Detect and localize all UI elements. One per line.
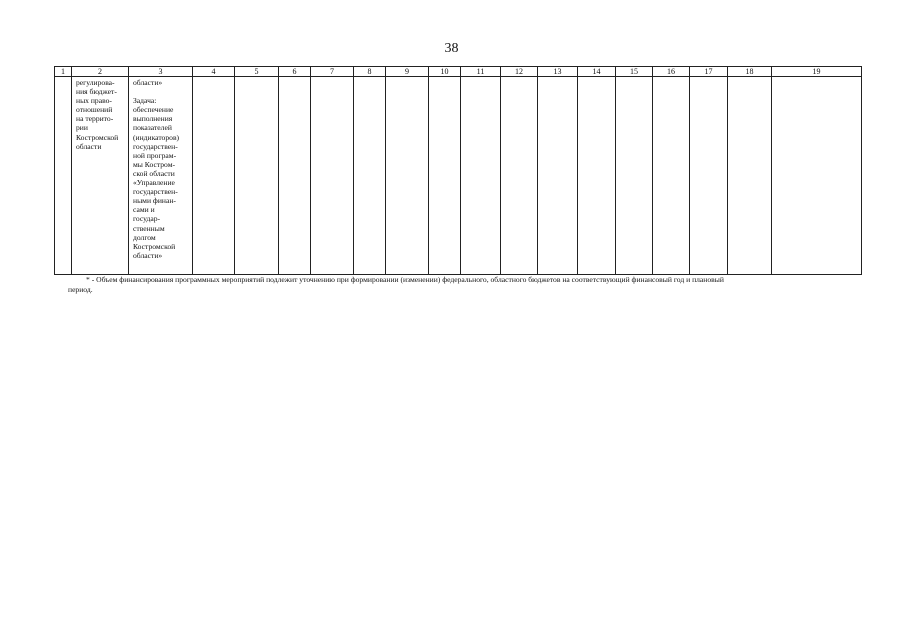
table-cell <box>354 77 386 275</box>
table-cell <box>461 77 501 275</box>
column-number: 10 <box>429 67 461 77</box>
column-number: 4 <box>193 67 235 77</box>
table-cell <box>311 77 354 275</box>
column-number: 7 <box>311 67 354 77</box>
table-cell <box>690 77 728 275</box>
column-number: 11 <box>461 67 501 77</box>
column-number: 18 <box>728 67 772 77</box>
column-number: 19 <box>772 67 862 77</box>
column-number: 12 <box>501 67 538 77</box>
column-number: 1 <box>55 67 72 77</box>
column-number: 15 <box>616 67 653 77</box>
table-cell <box>501 77 538 275</box>
column-number: 9 <box>386 67 429 77</box>
table-cell <box>129 77 193 275</box>
table-cell <box>72 77 129 275</box>
footnote-line: период. <box>68 285 93 294</box>
cell-text: регулирова- ния бюджет- ных право- отношений на террито- рии Костромской области <box>76 78 119 151</box>
table-cell <box>429 77 461 275</box>
table-cell <box>616 77 653 275</box>
footnote-line: * - Объем финансирования программных мероприятий подлежит уточнению при формировании (изменении) федерального, областного бюджетов на соответствующий финансовый год и плановый <box>86 275 724 284</box>
column-number-row <box>55 67 862 77</box>
table-cell <box>578 77 616 275</box>
table-cell <box>538 77 578 275</box>
page-number: 38 <box>444 41 459 56</box>
column-number: 5 <box>235 67 279 77</box>
column-number: 8 <box>354 67 386 77</box>
table-cell <box>235 77 279 275</box>
table-cell <box>772 77 862 275</box>
table-cell <box>653 77 690 275</box>
footnote <box>68 275 844 295</box>
column-number: 3 <box>129 67 193 77</box>
cell-text: области» Задача: обеспечение выполнения показателей (индикаторов) государствен- ной програм- мы Костром- ской области «Управление государствен- ными финан- сами и государ- ственным долгом Костромской области» <box>133 78 180 260</box>
table-cell <box>279 77 311 275</box>
column-number: 16 <box>653 67 690 77</box>
table-cell <box>386 77 429 275</box>
column-number: 13 <box>538 67 578 77</box>
financing-table <box>54 66 862 275</box>
table-cell <box>728 77 772 275</box>
column-number: 14 <box>578 67 616 77</box>
column-number: 2 <box>72 67 129 77</box>
column-number: 6 <box>279 67 311 77</box>
cell-text <box>55 77 71 78</box>
table-cell <box>193 77 235 275</box>
table-cell <box>55 77 72 275</box>
column-number: 17 <box>690 67 728 77</box>
table-row <box>55 77 862 275</box>
